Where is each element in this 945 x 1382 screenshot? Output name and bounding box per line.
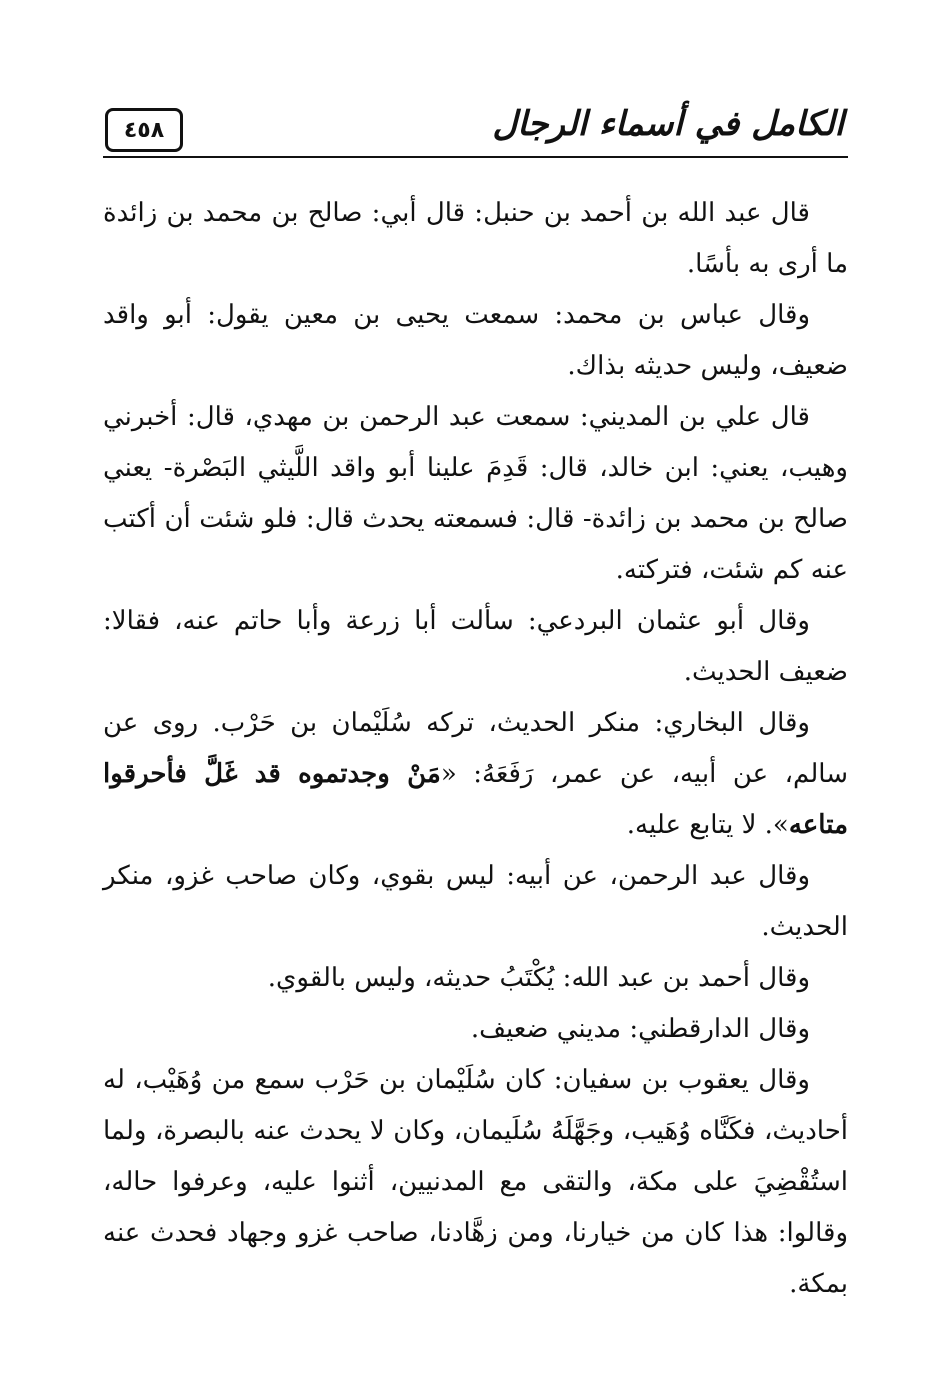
paragraph-5-tail: ». لا يتابع عليه. [626,810,789,840]
paragraph-5 [103,698,848,851]
running-title: الكامل في أسماء الرجال [492,104,844,144]
page-body [103,188,848,1310]
paragraph-9: وقال يعقوب بن سفيان: كان سُلَيْمان بن حَرْب سمع من وُهَيْب، له أحاديث، فكَنَّاه وُهَيب، وجَهَّلَهُ سُلَيمان، وكان لا يحدث عنه بالبصرة، ولما استُقْضِيَ على مكة، والتقى مع المدنيين، أثنوا عليه، وعرفوا حاله، وقالوا: هذا كان من خيارنا، ومن زهَّادنا، صاحب غزو وجهاد فحدث عنه بمكة. [103,1065,848,1299]
hadith-quote: مَنْ وجدتموه قد غَلَّ فأحرقوا متاعه [103,759,848,840]
paragraph-4: وقال أبو عثمان البردعي: سألت أبا زرعة وأبا حاتم عنه، فقالا: ضعيف الحديث. [103,606,848,687]
paragraph-5-lead: وقال البخاري: منكر الحديث، تركه سُلَيْمان بن حَرْب. روى عن سالم، عن أبيه، عن عمر، رَفَعَهُ: « [103,708,848,789]
paragraph-1: قال عبد الله بن أحمد بن حنبل: قال أبي: صالح بن محمد بن زائدة ما أرى به بأسًا. [103,198,848,279]
paragraph-2: وقال عباس بن محمد: سمعت يحيى بن معين يقول: أبو واقد ضعيف، وليس حديثه بذاك. [103,300,848,381]
paragraph-6: وقال عبد الرحمن، عن أبيه: ليس بقوي، وكان صاحب غزو، منكر الحديث. [103,861,848,942]
header-divider [103,156,848,158]
paragraph-3: قال علي بن المديني: سمعت عبد الرحمن بن مهدي، قال: أخبرني وهيب، يعني: ابن خالد، قال: قَدِمَ علينا أبو واقد اللَّيثي البَصْرة- يعني صالح بن محمد بن زائدة- قال: فسمعته يحدث قال: فلو شئت أن أكتب عنه كم شئت، فتركته. [103,402,848,585]
page-header [103,98,848,160]
page-number: ٤٥٨ [105,108,183,152]
paragraph-8: وقال الدارقطني: مديني ضعيف. [470,1014,810,1044]
paragraph-7: وقال أحمد بن عبد الله: يُكْتَبُ حديثه، وليس بالقوي. [267,963,810,993]
